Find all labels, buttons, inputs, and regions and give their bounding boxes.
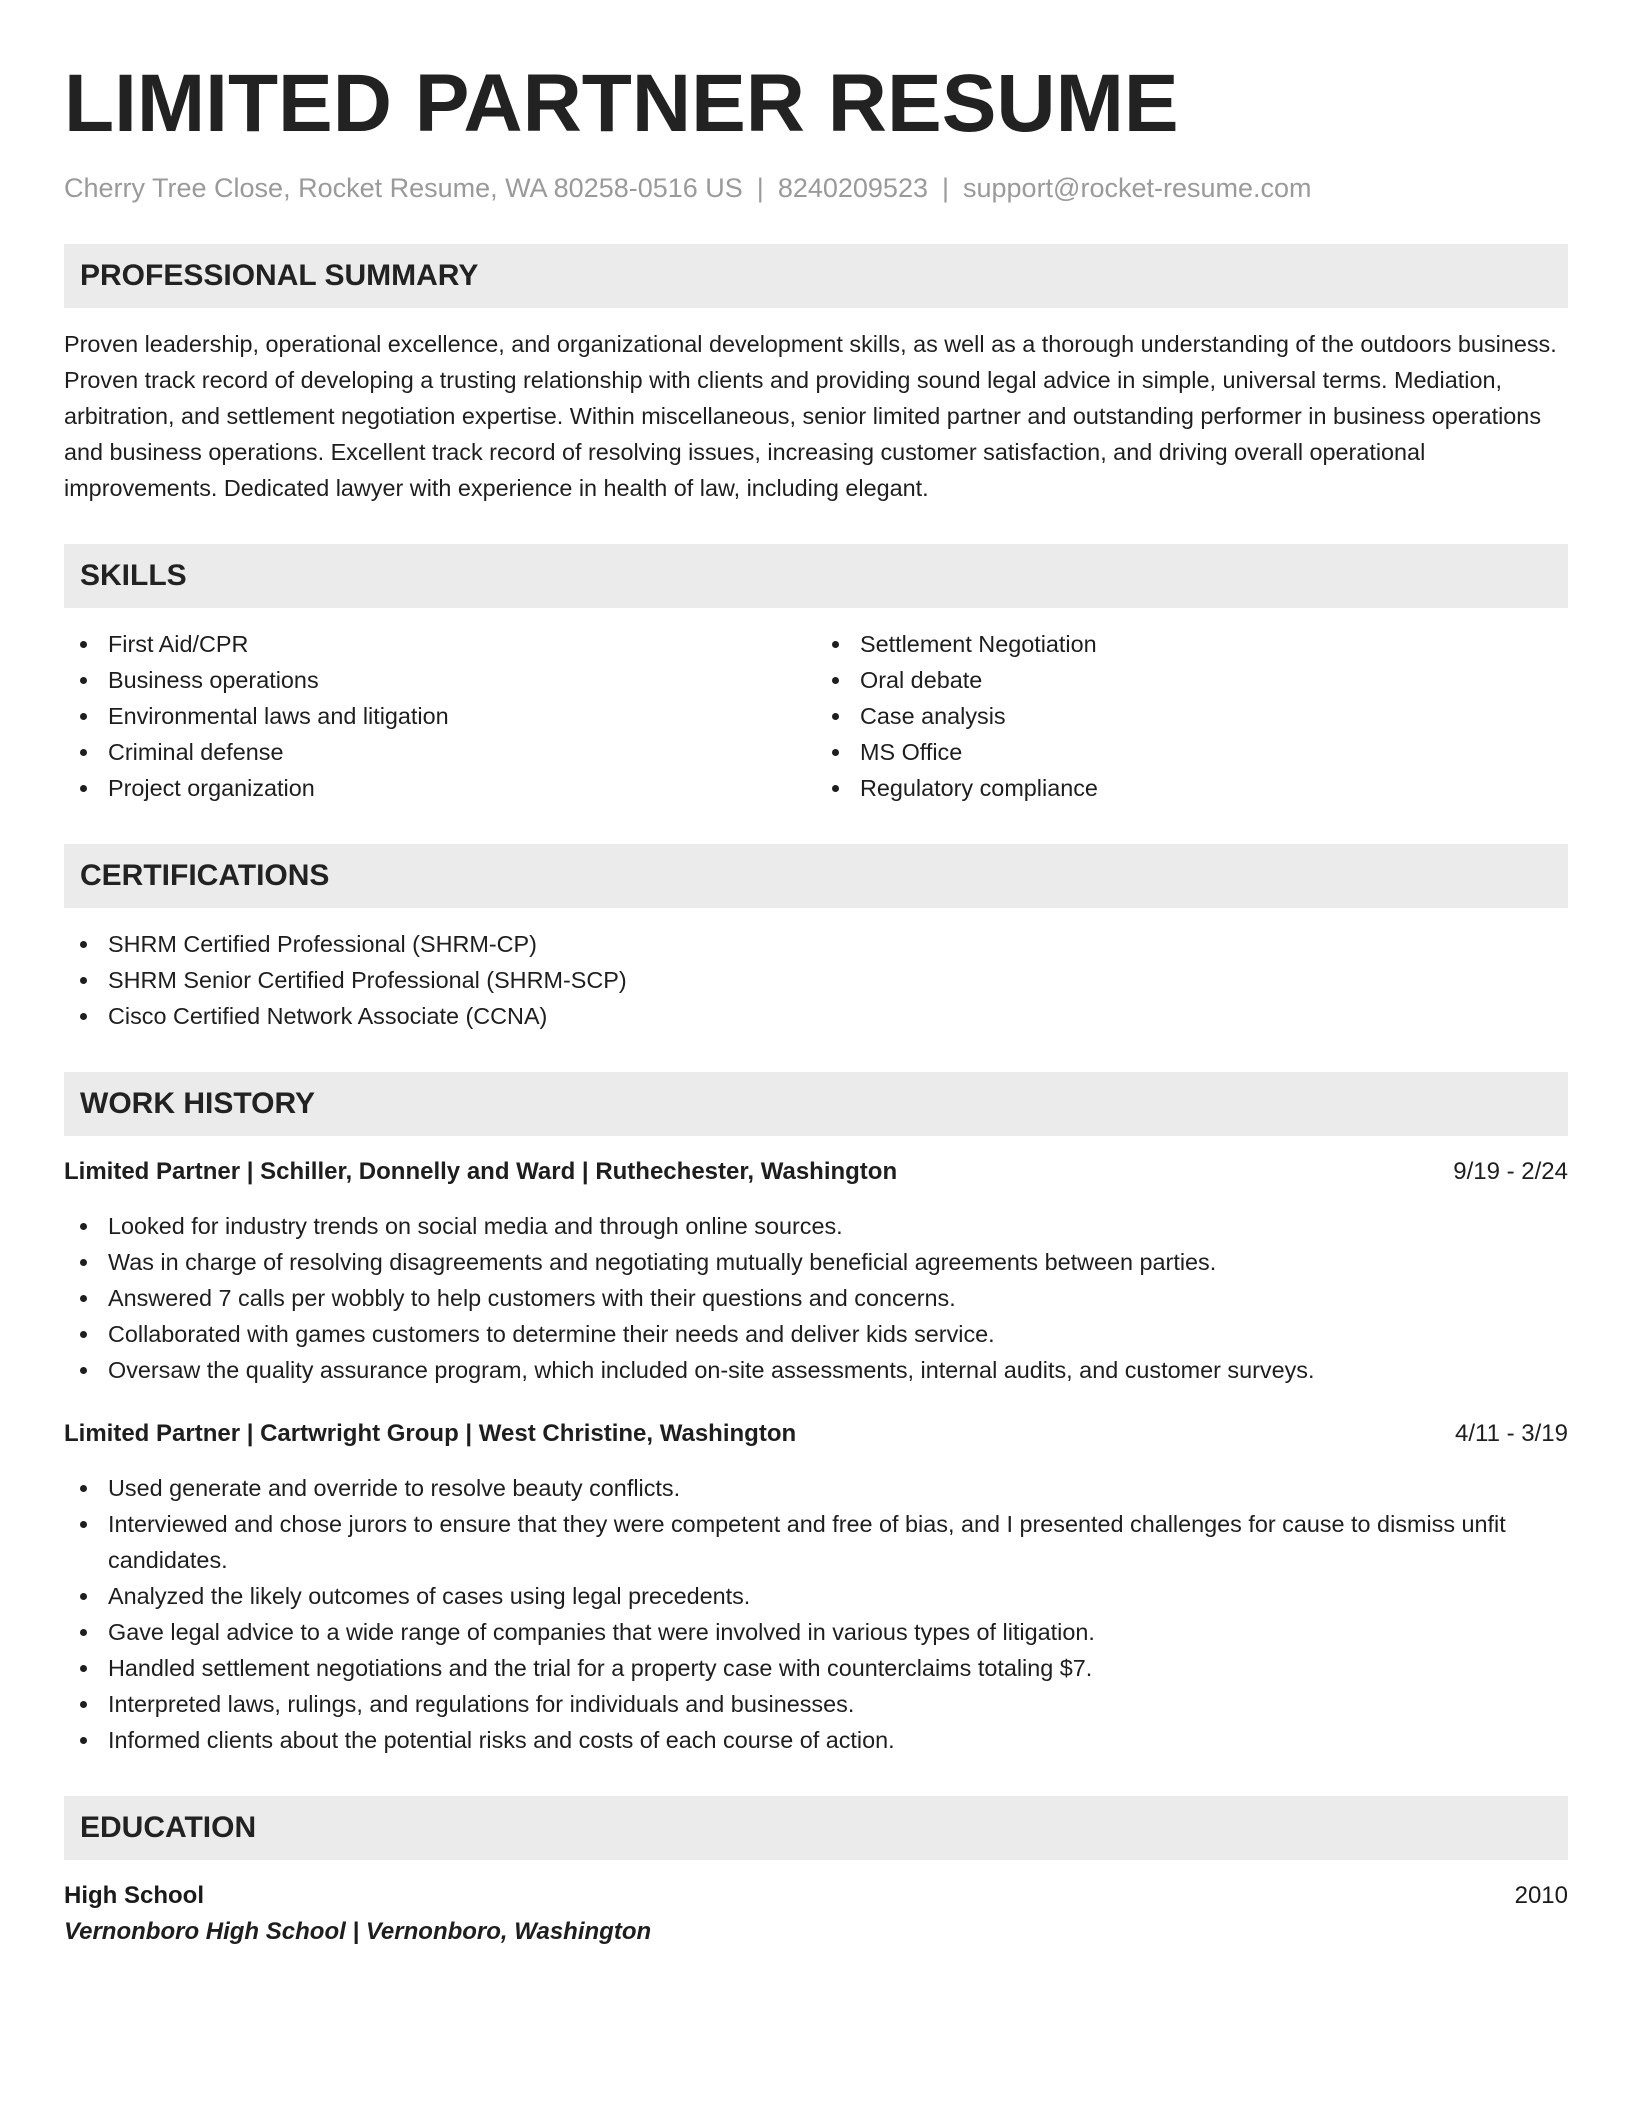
job-title: Limited Partner | Schiller, Donnelly and Ward | Ruthechester, Washington	[64, 1158, 898, 1185]
summary-text: Proven leadership, operational excellence, and organizational development skills, as well as a thorough understanding of the outdoors business. Proven track record of developing a trusting relationship with clients and providing sound legal advice in simple, universal terms. Mediation, arbitration, and settlement negotiation expertise. Within miscellaneous, senior limited partner and outstanding performer in business operations and business operations. Excellent track record of resolving issues, increasing customer satisfaction, and driving overall operational improvements. Dedicated lawyer with experience in health of law, including elegant.	[64, 331, 1557, 501]
certifications-list	[64, 926, 1568, 1034]
job-header	[64, 1416, 1568, 1452]
section-heading-skills: SKILLS	[64, 544, 1568, 608]
contact-phone: 8240209523	[777, 173, 928, 203]
job-bullets	[64, 1208, 1568, 1388]
list-item: Answered 7 calls per wobbly to help customers with their questions and concerns.	[64, 1280, 1568, 1316]
education-degree: High School	[64, 1882, 204, 1909]
list-item: Settlement Negotiation	[816, 626, 1568, 662]
section-heading-work-history: WORK HISTORY	[64, 1072, 1568, 1136]
list-item: Case analysis	[816, 698, 1568, 734]
list-item: SHRM Certified Professional (SHRM-CP)	[64, 926, 1568, 962]
section-heading-education: EDUCATION	[64, 1796, 1568, 1860]
list-item: Was in charge of resolving disagreements and negotiating mutually beneficial agreements between parties.	[64, 1244, 1568, 1280]
job-bullets	[64, 1470, 1568, 1758]
list-item: Environmental laws and litigation	[64, 698, 816, 734]
skills-list-left	[64, 626, 816, 806]
list-item: Gave legal advice to a wide range of companies that were involved in various types of litigation.	[64, 1614, 1568, 1650]
list-item: Project organization	[64, 770, 816, 806]
list-item: SHRM Senior Certified Professional (SHRM-SCP)	[64, 962, 1568, 998]
job-dates: 4/11 - 3/19	[1455, 1420, 1568, 1447]
section-heading-summary: PROFESSIONAL SUMMARY	[64, 244, 1568, 308]
list-item: Oversaw the quality assurance program, which included on-site assessments, internal audits, and customer surveys.	[64, 1352, 1568, 1388]
section-heading-certifications: CERTIFICATIONS	[64, 844, 1568, 908]
list-item: Informed clients about the potential risks and costs of each course of action.	[64, 1722, 1568, 1758]
list-item: Interviewed and chose jurors to ensure that they were competent and free of bias, and I presented challenges for cause to dismiss unfit candidates.	[64, 1506, 1568, 1578]
contact-line	[64, 170, 1568, 206]
contact-address: Cherry Tree Close, Rocket Resume, WA 80258-0516 US	[64, 173, 743, 203]
contact-separator: |	[941, 173, 949, 203]
list-item: MS Office	[816, 734, 1568, 770]
list-item: Regulatory compliance	[816, 770, 1568, 806]
list-item: Interpreted laws, rulings, and regulations for individuals and businesses.	[64, 1686, 1568, 1722]
list-item: Analyzed the likely outcomes of cases using legal precedents.	[64, 1578, 1568, 1614]
job-dates: 9/19 - 2/24	[1453, 1158, 1568, 1185]
list-item: Used generate and override to resolve beauty conflicts.	[64, 1470, 1568, 1506]
education-header	[64, 1878, 1568, 1914]
job-header	[64, 1154, 1568, 1190]
contact-email: support@rocket-resume.com	[963, 173, 1312, 203]
list-item: Cisco Certified Network Associate (CCNA)	[64, 998, 1568, 1034]
list-item: Oral debate	[816, 662, 1568, 698]
list-item: Collaborated with games customers to determine their needs and deliver kids service.	[64, 1316, 1568, 1352]
education-school: Vernonboro High School | Vernonboro, Washington	[64, 1918, 652, 1945]
list-item: Looked for industry trends on social media and through online sources.	[64, 1208, 1568, 1244]
list-item: First Aid/CPR	[64, 626, 816, 662]
resume-title: LIMITED PARTNER RESUME	[64, 58, 1179, 149]
job-title: Limited Partner | Cartwright Group | West Christine, Washington	[64, 1420, 797, 1447]
education-year: 2010	[1514, 1882, 1568, 1909]
list-item: Criminal defense	[64, 734, 816, 770]
contact-separator: |	[756, 173, 764, 203]
skills-grid	[64, 626, 1568, 806]
skills-list-right	[816, 626, 1568, 806]
list-item: Business operations	[64, 662, 816, 698]
list-item: Handled settlement negotiations and the trial for a property case with counterclaims totaling $7.	[64, 1650, 1568, 1686]
